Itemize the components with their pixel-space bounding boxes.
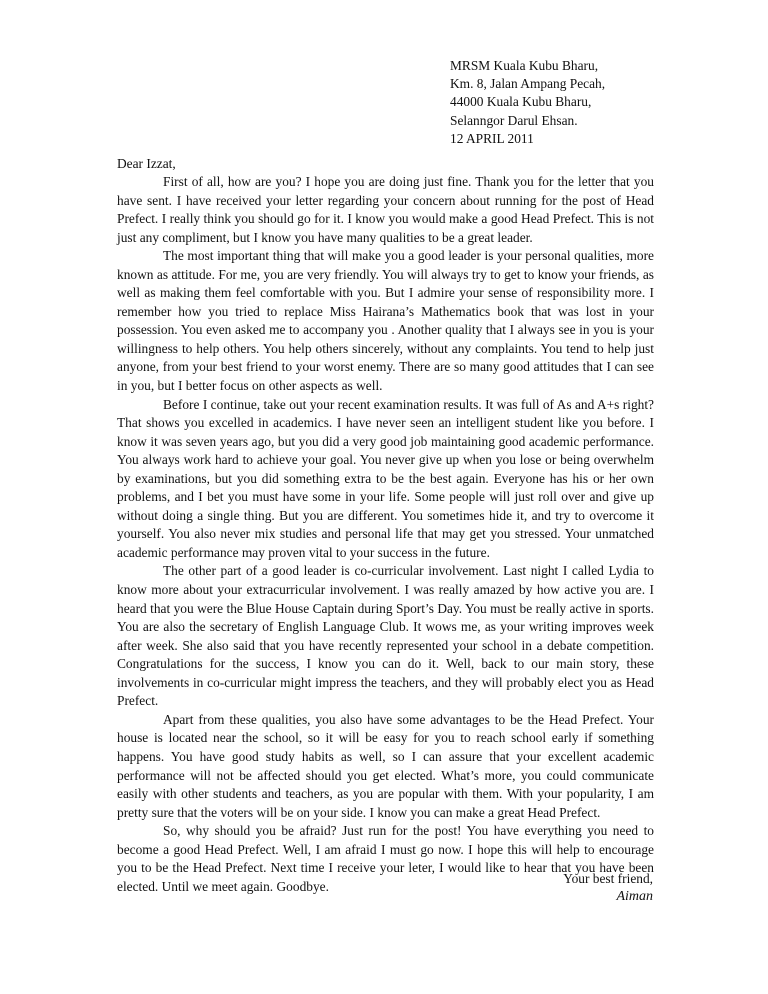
- body-paragraph: So, why should you be afraid? Just run for the post! You have everything you need to become a good Head Prefect. Well, I am afraid I must go now. I hope this will help to encourage you to be the Head Prefect. Next time I receive your leter, I would like to hear that you have been elected. Until we meet again. Goodbye.: [117, 823, 654, 894]
- address-line: 44000 Kuala Kubu Bharu,: [450, 94, 592, 110]
- letter-body: [117, 173, 654, 896]
- address-line: Km. 8, Jalan Ampang Pecah,: [450, 76, 606, 92]
- letter-date: 12 APRIL 2011: [450, 130, 534, 146]
- body-paragraph: Before I continue, take out your recent examination results. It was full of As and A+s right? That shows you excelled in academics. I have never seen an intelligent student like you before. I know it was seven years ago, but you did a very good job maintaining good academic performance. You always work hard to achieve your goal. You never give up when you lose or being overwhelm by examinations, but you did something extra to be the best again. Everyone has his or her own problems, and I bet you must have some in your life. Some people will just roll over and give up without doing a single thing. But you are different. You sometimes hide it, and try to overcome it yourself. You also never mix studies and personal life that may get you stressed. Your unmatched academic performance may proven vital to your success in the future.: [117, 396, 654, 560]
- address-line: Selanngor Darul Ehsan.: [450, 112, 578, 128]
- body-paragraph: The other part of a good leader is co-curricular involvement. Last night I called Lydia to know more about your extracurricular involvement. I was really amazed by how active you are. I heard that you were the Blue House Captain during Sport’s Day. You must be really active in sports. You are also the secretary of English Language Club. It wows me, as your writing improves week after week. She also said that you have recently represented your school in a debate competition. Congratulations for the success, I know you can do it. Well, back to our main story, these involvements in co-curricular might impress the teachers, and they will probably elect you as Head Prefect.: [117, 563, 654, 709]
- closing-phrase: Your best friend,: [563, 871, 653, 886]
- sender-address: [450, 57, 605, 148]
- letter-closing: [450, 870, 653, 906]
- signature-name: Aiman: [616, 889, 653, 905]
- body-paragraph: Apart from these qualities, you also have some advantages to be the Head Prefect. Your house is located near the school, so it will be easy for you to reach school early if something happens. You have good study habits as well, so I can assure that your excellent academic performance will not be affected should you get elected. What’s more, you could communicate easily with other students and teachers, as you are popular with them. With your popularity, I am pretty sure that the voters will be on your side. I know you can make a great Head Prefect.: [117, 711, 654, 820]
- body-paragraph: First of all, how are you? I hope you are doing just fine. Thank you for the letter that you have sent. I have received your letter regarding your concern about running for the post of Head Prefect. I really think you should go for it. I know you would make a good Head Prefect. This is not just any compliment, but I know you have many qualities to be a great leader.: [117, 174, 654, 245]
- salutation: Dear Izzat,: [117, 156, 176, 171]
- address-line: MRSM Kuala Kubu Bharu,: [450, 58, 599, 73]
- body-paragraph: The most important thing that will make you a good leader is your personal qualities, more known as attitude. For me, you are very friendly. You will always try to get to know your friends, as well as making them feel comfortable with you. But I admire your sense of responsibility more. I remember how you tried to replace Miss Hairana’s Mathematics book that was lost in your possession. You even asked me to accompany you . Another quality that I always see in you is your willingness to help others. You help others sincerely, without any complaints. You tend to help just anyone, from your best friend to your worst enemy. There are so many good attitudes that I can see in you, but I better focus on other aspects as well.: [117, 248, 654, 394]
